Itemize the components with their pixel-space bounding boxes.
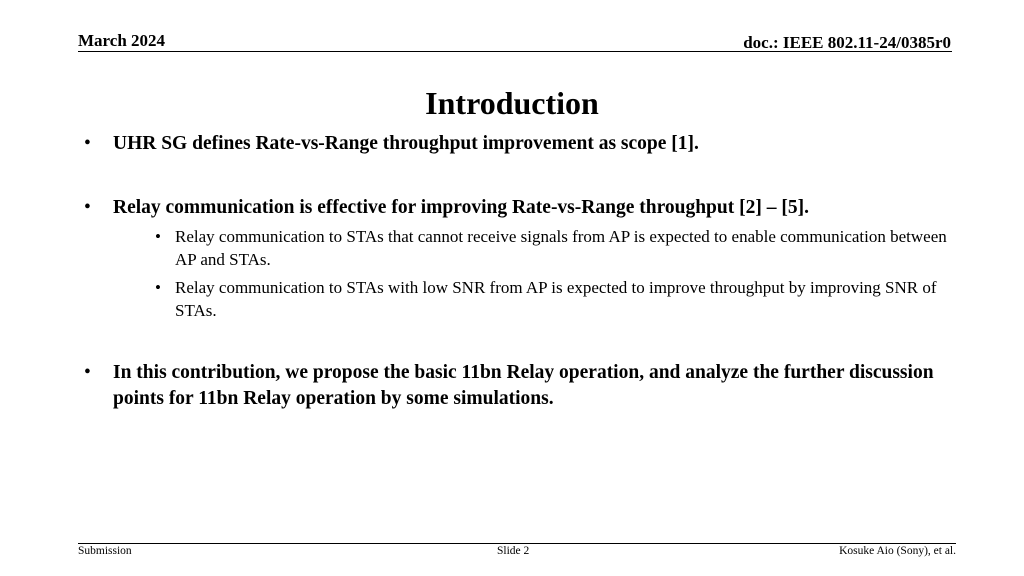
header-doc-id: doc.: IEEE 802.11-24/0385r0 [743,33,951,52]
sub-bullet-item [145,276,964,322]
bullet-icon: • [84,133,91,154]
bullet-list [84,131,964,412]
header-divider [78,51,952,52]
bullet-text: Relay communication is effective for improving Rate-vs-Range throughput [2] – [5]. [113,197,809,218]
bullet-text: UHR SG defines Rate-vs-Range throughput improvement as scope [1]. [113,133,699,154]
bullet-icon: • [84,197,91,218]
header-date: March 2024 [78,31,166,50]
sub-bullet-item [145,225,964,271]
footer-divider [78,543,956,544]
bullet-item [84,131,964,157]
footer-author: Kosuke Aio (Sony), et al. [839,545,956,557]
bullet-item [84,195,964,322]
sub-bullet-icon: • [155,227,161,246]
bullet-text: In this contribution, we propose the basic 11bn Relay operation, and analyze the further discussion points for 11bn Relay operation by some simulations. [113,362,934,409]
bullet-item [84,360,964,412]
sub-bullet-text: Relay communication to STAs with low SNR from AP is expected to improve throughput by improving SNR of STAs. [175,278,937,320]
footer-slide-number: Slide 2 [497,545,530,557]
sub-bullet-list [113,225,964,322]
slide-title: Introduction [425,85,599,121]
footer-submission: Submission [78,545,132,557]
sub-bullet-text: Relay communication to STAs that cannot receive signals from AP is expected to enable communication between AP and STAs. [175,227,947,269]
bullet-icon: • [84,362,91,383]
sub-bullet-icon: • [155,278,161,297]
